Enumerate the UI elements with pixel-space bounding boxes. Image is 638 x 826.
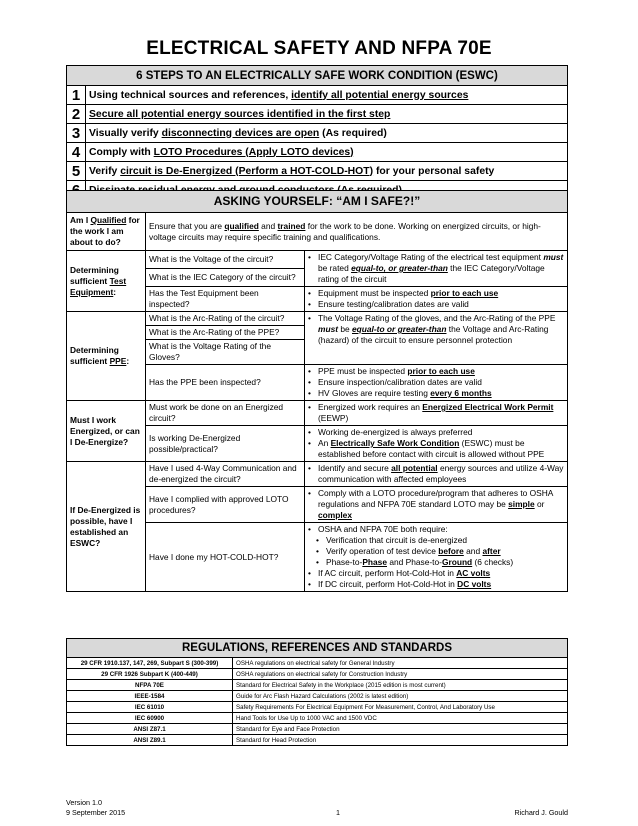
step-text: Secure all potential energy sources identified in the first step <box>86 105 568 124</box>
table-row <box>67 213 568 251</box>
step-number: 5 <box>67 162 86 181</box>
step-number: 1 <box>67 86 86 105</box>
standard-id: ANSI Z89.1 <box>67 735 233 746</box>
question: Have I complied with approved LOTO procedures? <box>146 487 305 523</box>
requirement: • Equipment must be inspected prior to each use • Ensure testing/calibration dates are valid <box>305 287 568 312</box>
requirement: • Comply with a LOTO procedure/program that adheres to OSHA regulations and NFPA 70E standard LOTO may be simple or complex <box>305 487 568 523</box>
requirement: • Working de-energized is always preferred • An Electrically Safe Work Condition (ESWC) must be established before contact with circuit is allowed without PPE <box>305 426 568 462</box>
question: What is the IEC Category of the circuit? <box>146 269 305 287</box>
step-row <box>67 124 568 143</box>
requirement: • OSHA and NFPA 70E both require: • Verification that circuit is de-energized • Verify operation of test device before and after • Phase-to-Phase and Phase-to-Ground (6 checks) • If AC circuit, perform Hot-Cold-Hot in AC volts • If DC circuit, perform Hot-Cold-Hot in DC volts <box>305 523 568 592</box>
page-title: ELECTRICAL SAFETY AND NFPA 70E <box>146 38 492 59</box>
standard-desc: Hand Tools for Use Up to 1000 VAC and 1500 VDC <box>233 713 568 724</box>
standard-id: IEEE-1584 <box>67 691 233 702</box>
footer-page-number: 1 <box>336 808 340 817</box>
step-row <box>67 105 568 124</box>
question: Is working De-Energized possible/practical? <box>146 426 305 462</box>
table-row <box>67 691 568 702</box>
footer-author: Richard J. Gould <box>514 808 568 817</box>
question: Must work be done on an Energized circuit? <box>146 401 305 426</box>
steps-header: 6 STEPS TO AN ELECTRICALLY SAFE WORK CONDITION (ESWC) <box>67 66 568 86</box>
standard-desc: Standard for Head Protection <box>233 735 568 746</box>
standard-id: NFPA 70E <box>67 680 233 691</box>
step-row <box>67 143 568 162</box>
qualified-text: Ensure that you are qualified and trained for the work to be done. Working on energized circuits, or high-voltage circuits may require specific training and qualifications. <box>146 213 568 251</box>
question: What is the Voltage of the circuit? <box>146 251 305 269</box>
step-row <box>67 162 568 181</box>
table-row <box>67 702 568 713</box>
table-row <box>67 724 568 735</box>
table-row <box>67 462 568 487</box>
requirement: • Identify and secure all potential energy sources and utilize 4-Way communication with affected employees <box>305 462 568 487</box>
standard-id: 29 CFR 1910.137, 147, 269, Subpart S (300-399) <box>67 658 233 669</box>
asking-yourself-table <box>66 190 568 592</box>
category-de-energized: If De-Energized is possible, have I established an ESWC? <box>67 462 146 592</box>
standard-desc: Safety Requirements For Electrical Equipment For Measurement, Control, And Laboratory Use <box>233 702 568 713</box>
standard-id: ANSI Z87.1 <box>67 724 233 735</box>
question: What is the Voltage Rating of the Gloves? <box>146 340 305 365</box>
ask-header: ASKING YOURSELF: “AM I SAFE?!” <box>67 191 568 213</box>
standard-id: IEC 60900 <box>67 713 233 724</box>
footer-version: Version 1.0 <box>66 798 102 807</box>
table-row <box>67 658 568 669</box>
eswc-steps-table <box>66 65 568 200</box>
step-text: Verify circuit is De-Energized (Perform a HOT-COLD-HOT) for your personal safety <box>86 162 568 181</box>
table-row <box>67 312 568 326</box>
table-row <box>67 680 568 691</box>
step-number: 2 <box>67 105 86 124</box>
table-row <box>67 713 568 724</box>
requirement: • IEC Category/Voltage Rating of the electrical test equipment must be rated equal-to, or greater-than the IEC Category/Voltage rating of the circuit <box>305 251 568 287</box>
question: Have I done my HOT-COLD-HOT? <box>146 523 305 592</box>
table-row <box>67 735 568 746</box>
requirement: • The Voltage Rating of the gloves, and the Arc-Rating of the PPE must be equal-to or greater-than the Voltage and Arc-Rating (hazard) of the circuit to ensure personnel protection <box>305 312 568 365</box>
table-row <box>67 401 568 426</box>
category-ppe: Determining sufficient PPE: <box>67 312 146 401</box>
standard-desc: Standard for Eye and Face Protection <box>233 724 568 735</box>
standard-desc: Guide for Arc Flash Hazard Calculations (2002 is latest edition) <box>233 691 568 702</box>
regulations-table <box>66 638 568 746</box>
step-text: Visually verify disconnecting devices are open (As required) <box>86 124 568 143</box>
requirement: • Energized work requires an Energized Electrical Work Permit (EEWP) <box>305 401 568 426</box>
standard-desc: OSHA regulations on electrical safety for Construction Industry <box>233 669 568 680</box>
step-text: Using technical sources and references, identify all potential energy sources <box>86 86 568 105</box>
category-energized: Must I work Energized, or can I De-Energize? <box>67 401 146 462</box>
standard-desc: OSHA regulations on electrical safety for General Industry <box>233 658 568 669</box>
question: Has the Test Equipment been inspected? <box>146 287 305 312</box>
step-text: Comply with LOTO Procedures (Apply LOTO devices) <box>86 143 568 162</box>
table-row <box>67 669 568 680</box>
table-row <box>67 251 568 269</box>
question: What is the Arc-Rating of the PPE? <box>146 326 305 340</box>
step-number: 4 <box>67 143 86 162</box>
category-qualified: Am I Qualified for the work I am about to do? <box>67 213 146 251</box>
category-test-equipment: Determining sufficient Test Equipment: <box>67 251 146 312</box>
standard-desc: Standard for Electrical Safety in the Workplace (2015 edition is most current) <box>233 680 568 691</box>
question: Have I used 4-Way Communication and de-energized the circuit? <box>146 462 305 487</box>
step-row <box>67 86 568 105</box>
standard-id: IEC 61010 <box>67 702 233 713</box>
question: Has the PPE been inspected? <box>146 365 305 401</box>
footer-date: 9 September 2015 <box>66 808 126 817</box>
question: What is the Arc-Rating of the circuit? <box>146 312 305 326</box>
step-number: 3 <box>67 124 86 143</box>
standard-id: 29 CFR 1926 Subpart K (400-449) <box>67 669 233 680</box>
regs-header: REGULATIONS, REFERENCES AND STANDARDS <box>67 639 568 658</box>
requirement: • PPE must be inspected prior to each use • Ensure inspection/calibration dates are valid • HV Gloves are require testing every 6 months <box>305 365 568 401</box>
